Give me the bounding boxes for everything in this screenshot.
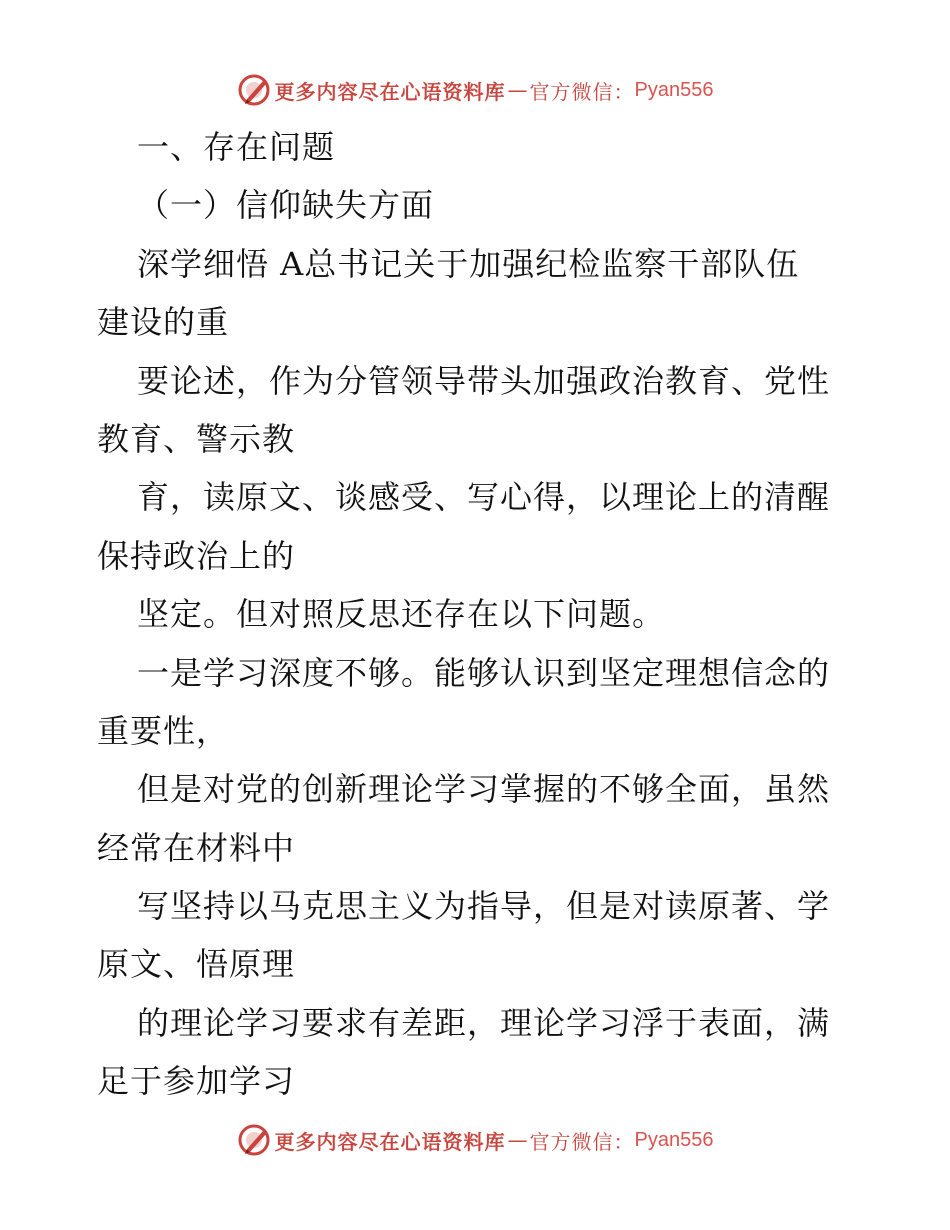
document-line: 要论述，作为分管领导带头加强政治教育、党性	[137, 361, 831, 400]
document-line: 原文、悟原理	[97, 945, 296, 984]
document-line: 深学细悟 A总书记关于加强纪检监察干部队伍	[137, 244, 800, 283]
document-line: 写坚持以马克思主义为指导，但是对读原著、学	[137, 887, 831, 926]
document-line: 的理论学习要求有差距，理论学习浮于表面，满	[137, 1003, 831, 1042]
document-line: 坚定。但对照反思还存在以下问题。	[137, 595, 666, 634]
pen-logo-icon	[237, 1123, 271, 1157]
watermark-wechat-id: Pyan556	[634, 78, 714, 101]
document-line: 建设的重	[97, 303, 230, 342]
watermark-dash: —	[507, 1128, 528, 1152]
header-watermark-banner	[0, 70, 950, 110]
footer-watermark-banner	[0, 1120, 950, 1160]
watermark-dash: —	[507, 78, 528, 102]
document-line: 但是对党的创新理论学习掌握的不够全面，虽然	[137, 770, 831, 809]
pen-logo-icon	[237, 73, 271, 107]
document-line: 重要性，	[97, 711, 230, 750]
document-line: 育，读原文、谈感受、写心得，以理论上的清醒	[137, 478, 831, 517]
document-line: （一）信仰缺失方面	[137, 186, 435, 225]
watermark-brand-text: 更多内容尽在心语资料库	[274, 79, 506, 104]
watermark-brand-text: 更多内容尽在心语资料库	[274, 1129, 506, 1154]
watermark-wechat-label: 官方微信：	[529, 1129, 635, 1154]
document-line: 一、存在问题	[137, 128, 336, 166]
watermark-wechat-id: Pyan556	[634, 1128, 714, 1151]
document-line: 教育、警示教	[97, 419, 296, 458]
document-line: 经常在材料中	[97, 828, 296, 867]
document-line: 足于参加学习	[97, 1062, 296, 1101]
document-body	[97, 118, 857, 1111]
watermark-wechat-label: 官方微信：	[529, 79, 635, 104]
document-line: 保持政治上的	[97, 536, 296, 575]
document-line: 一是学习深度不够。能够认识到坚定理想信念的	[137, 653, 831, 692]
